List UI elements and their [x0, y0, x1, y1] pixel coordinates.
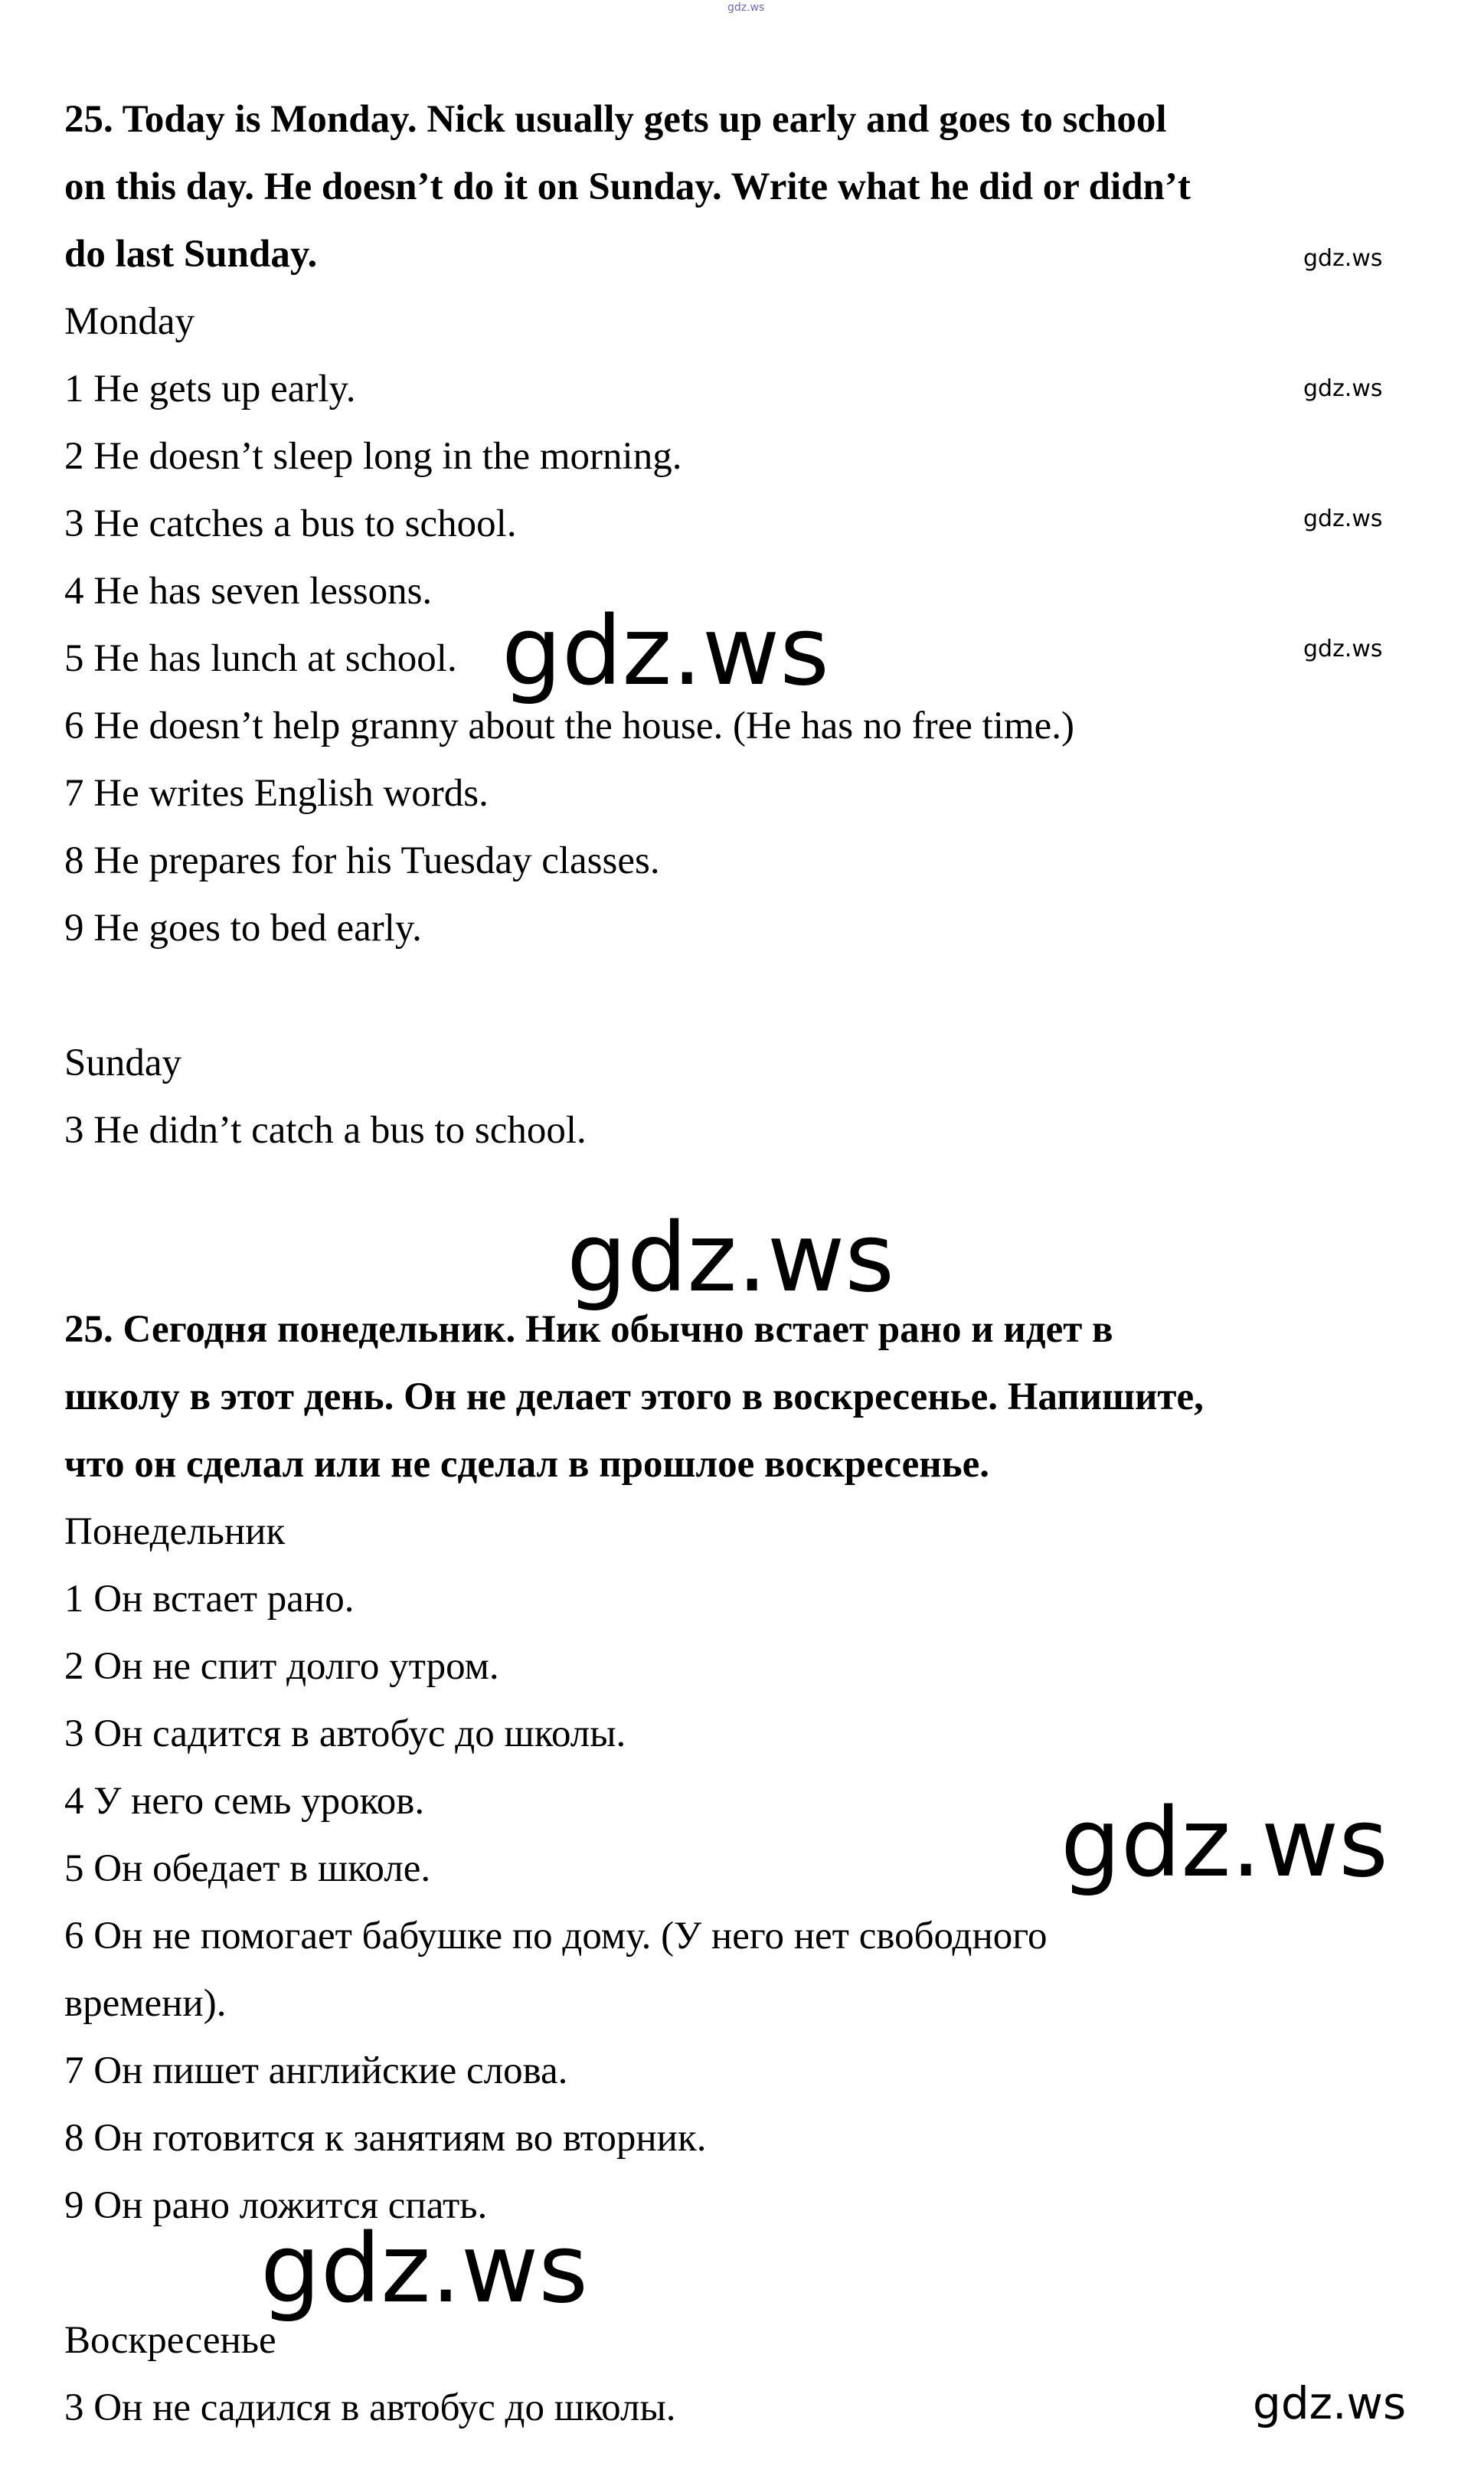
list-item: 6 He doesn’t help granny about the house. (He has no free time.)	[64, 705, 1075, 747]
sunday-heading: Воскресенье	[64, 2319, 276, 2362]
list-item: 4 He has seven lessons.	[64, 570, 433, 613]
monday-heading: Monday	[64, 300, 194, 343]
list-item: 7 He writes English words.	[64, 772, 489, 815]
list-item: 2 He doesn’t sleep long in the morning.	[64, 435, 682, 478]
sunday-heading: Sunday	[64, 1042, 181, 1084]
list-item: 4 У него семь уроков.	[64, 1780, 425, 1823]
task-title-line: школу в этот день. Он не делает этого в воскресенье. Напишите,	[64, 1375, 1204, 1418]
list-item: 6 Он не помогает бабушке по дому. (У него нет свободного	[64, 1915, 1048, 1958]
watermark-large: gdz.ws	[567, 1203, 894, 1313]
watermark-small: gdz.ws	[1303, 375, 1383, 402]
list-item: 8 He prepares for his Tuesday classes.	[64, 839, 660, 882]
task-title-line: 25. Today is Monday. Nick usually gets up early and goes to school	[64, 98, 1167, 141]
watermark-large: gdz.ws	[1061, 1788, 1388, 1899]
list-item: 9 He goes to bed early.	[64, 907, 422, 950]
list-item: времени).	[64, 1982, 227, 2025]
list-item: 9 Он рано ложится спать.	[64, 2184, 488, 2227]
list-item: 1 Он встает рано.	[64, 1578, 355, 1621]
list-item: 8 Он готовится к занятиям во вторник.	[64, 2117, 707, 2160]
task-title-line: 25. Сегодня понедельник. Ник обычно встает рано и идет в	[64, 1308, 1113, 1351]
watermark-small: gdz.ws	[1303, 245, 1383, 272]
monday-heading: Понедельник	[64, 1510, 286, 1553]
watermark-small: gdz.ws	[1303, 505, 1383, 532]
task-title-line: on this day. He doesn’t do it on Sunday. Write what he did or didn’t	[64, 165, 1191, 208]
list-item: 2 Он не спит долго утром.	[64, 1645, 499, 1688]
watermark-medium: gdz.ws	[1253, 2377, 1407, 2429]
list-item: 3 He catches a bus to school.	[64, 502, 517, 545]
watermark-large: gdz.ws	[260, 2214, 588, 2324]
watermark-large: gdz.ws	[502, 597, 829, 707]
task-title-line: что он сделал или не сделал в прошлое воскресенье.	[64, 1443, 989, 1486]
list-item: 7 Он пишет английские слова.	[64, 2049, 568, 2092]
watermark-top: gdz.ws	[727, 2, 765, 14]
watermark-small: gdz.ws	[1303, 636, 1383, 662]
task-title-line: do last Sunday.	[64, 233, 318, 276]
list-item: 5 He has lunch at school.	[64, 637, 457, 680]
list-item: 3 Он не садился в автобус до школы.	[64, 2386, 676, 2429]
list-item: 1 He gets up early.	[64, 368, 356, 410]
list-item: 5 Он обедает в школе.	[64, 1847, 431, 1890]
list-item: 3 Он садится в автобус до школы.	[64, 1712, 626, 1755]
list-item: 3 He didn’t catch a bus to school.	[64, 1109, 587, 1152]
